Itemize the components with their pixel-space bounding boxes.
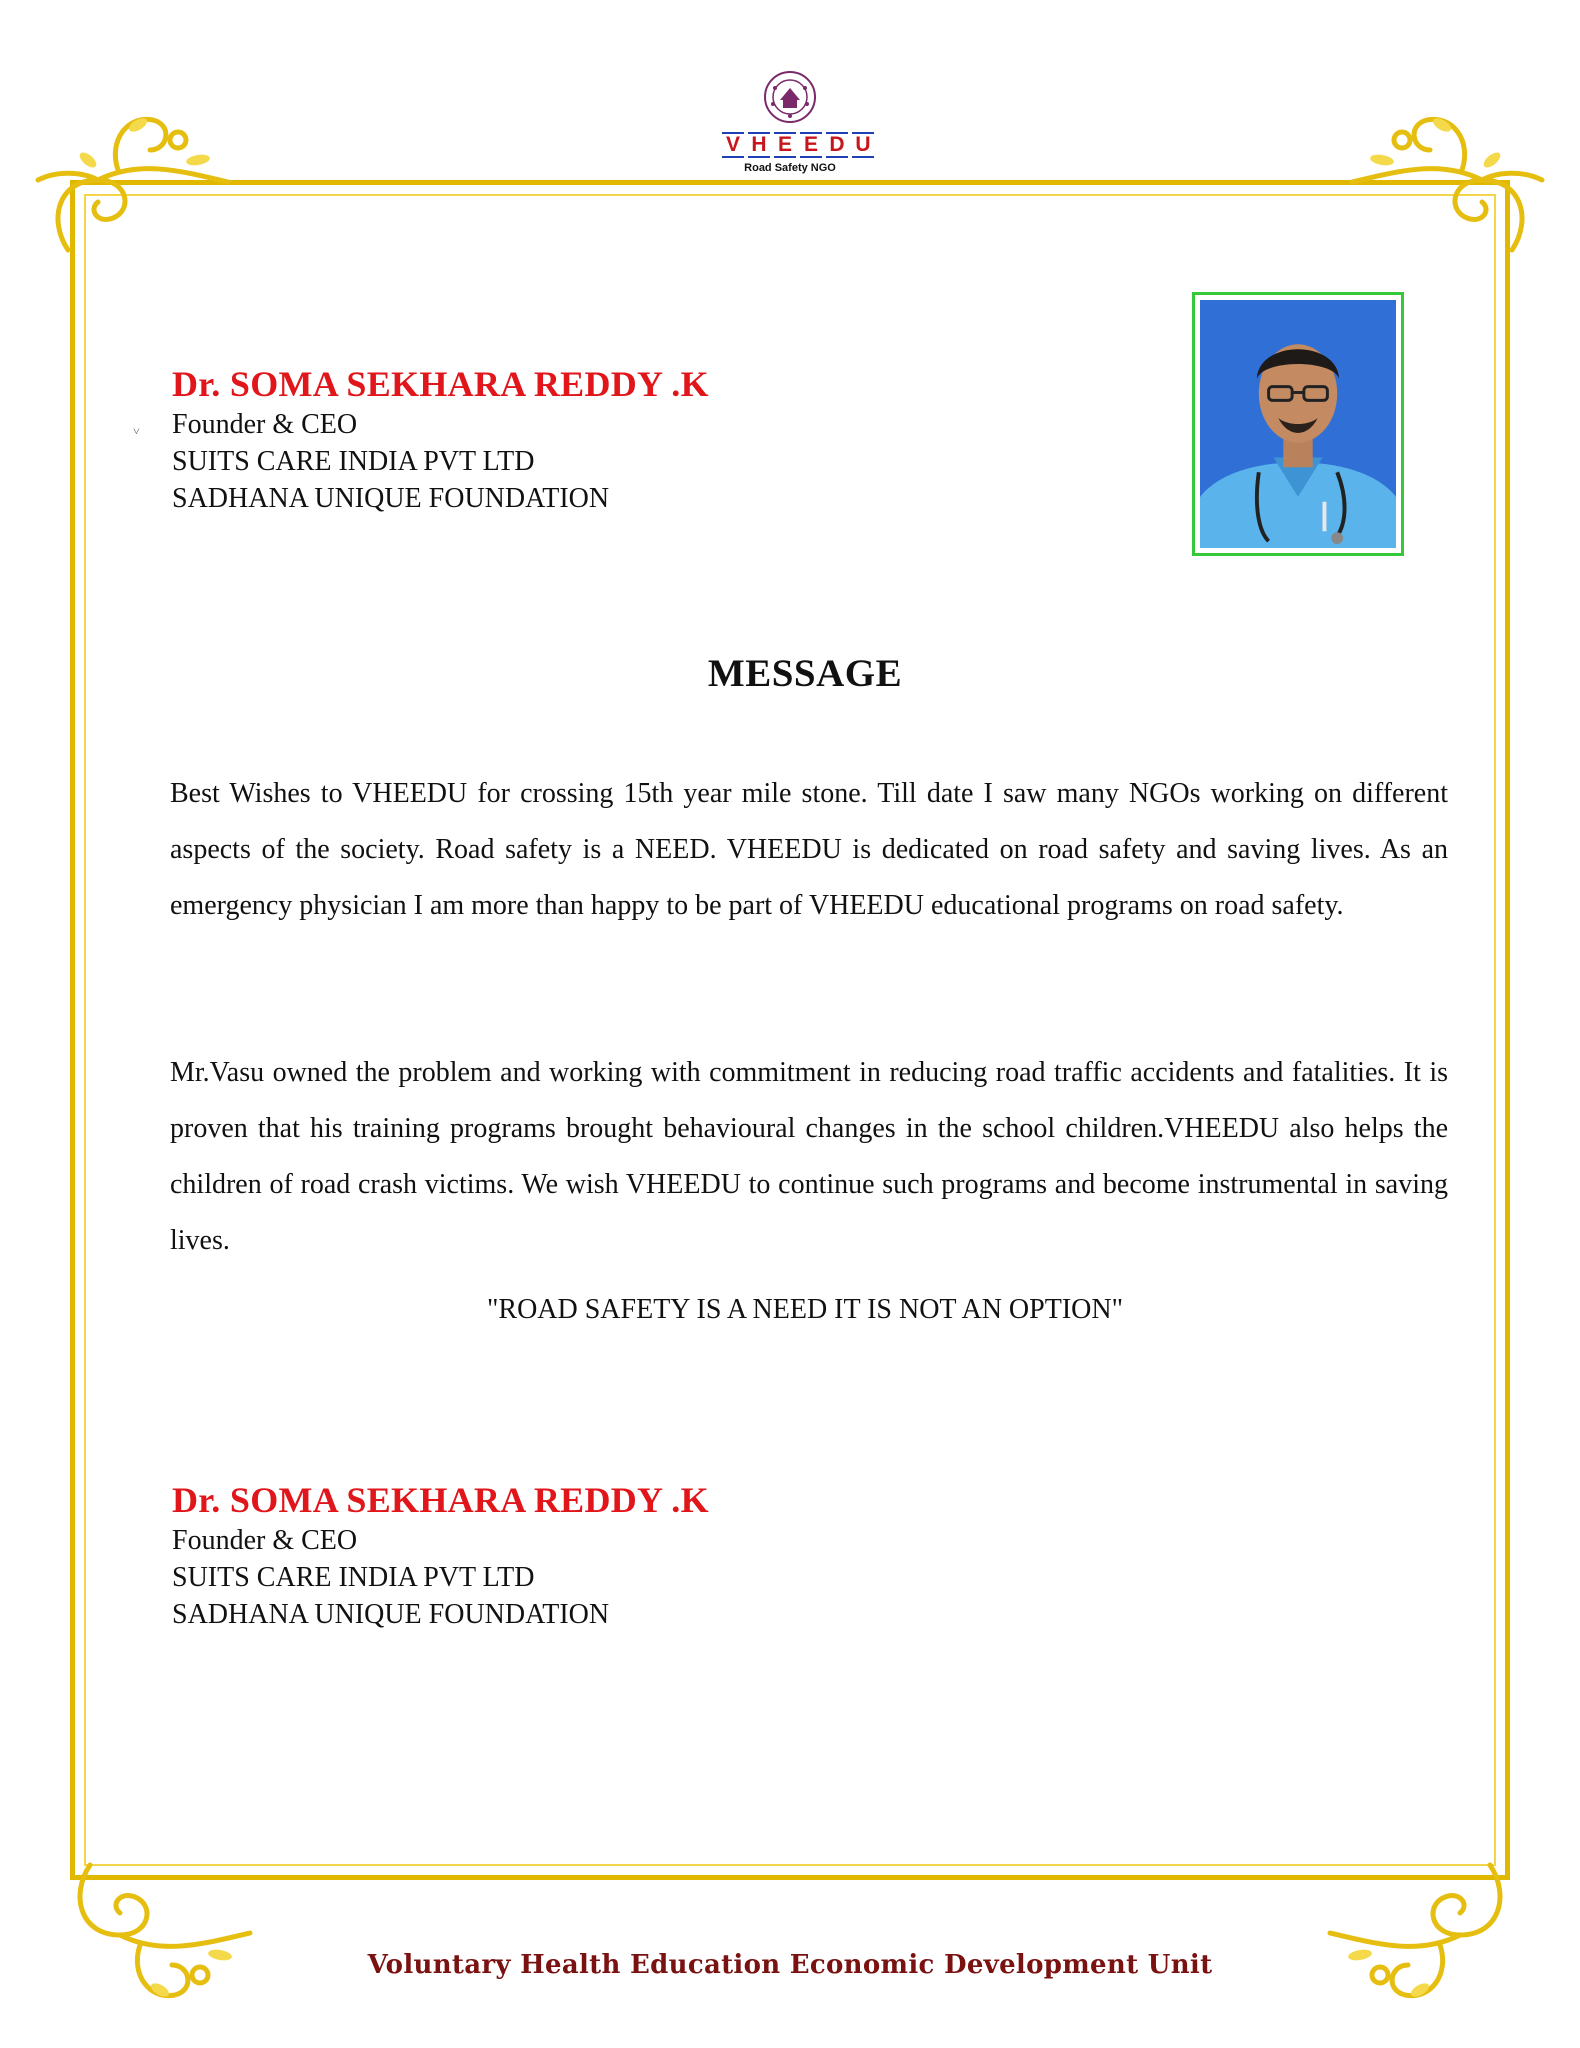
logo-letter: H xyxy=(746,130,772,160)
author-org-2: SADHANA UNIQUE FOUNDATION xyxy=(172,483,610,514)
signature-org-2: SADHANA UNIQUE FOUNDATION xyxy=(172,1599,610,1630)
message-paragraph-1: Best Wishes to VHEEDU for crossing 15th year mile stone. Till date I saw many NGOs working on different aspects of the society. Road safety is a NEED. VHEEDU is dedicated on road safety and saving lives. As an emergency physician I am more than happy to be part of VHEEDU educational programs on road safety. xyxy=(170,778,1448,921)
message-title: MESSAGE xyxy=(707,652,903,695)
logo-tagline: Road Safety NGO xyxy=(744,162,836,174)
corner-ornament-bottom-left xyxy=(50,1855,280,2015)
corner-ornament-top-right xyxy=(1322,100,1552,260)
seal-icon xyxy=(763,70,817,124)
corner-ornament-bottom-right xyxy=(1300,1855,1530,2015)
author-role: Founder & CEO xyxy=(172,409,358,440)
signature-name: Dr. SOMA SEKHARA REDDY .K xyxy=(172,1480,709,1520)
logo-letter: V xyxy=(720,130,746,160)
signature-org-1: SUITS CARE INDIA PVT LTD xyxy=(172,1562,535,1593)
logo-letter: E xyxy=(798,130,824,160)
logo-letter: D xyxy=(824,130,850,160)
footer-text: Voluntary Health Education Economic Development Unit xyxy=(367,1950,1213,1980)
stray-mark: ˅ xyxy=(133,424,140,438)
message-quote: "ROAD SAFETY IS A NEED IT IS NOT AN OPTION" xyxy=(486,1294,1124,1325)
logo-letter: U xyxy=(850,130,876,160)
corner-ornament-top-left xyxy=(28,100,258,260)
signature-block xyxy=(172,1478,709,1633)
author-photo xyxy=(1192,292,1404,556)
vheedu-logo xyxy=(700,68,880,180)
author-org-1: SUITS CARE INDIA PVT LTD xyxy=(172,446,535,477)
signature-role: Founder & CEO xyxy=(172,1525,358,1556)
author-header xyxy=(172,362,709,517)
author-name: Dr. SOMA SEKHARA REDDY .K xyxy=(172,364,709,404)
logo-wordmark xyxy=(720,130,871,160)
logo-letter: E xyxy=(772,130,798,160)
message-paragraph-2: Mr.Vasu owned the problem and working with commitment in reducing road traffic accidents and fatalities. It is proven that his training programs brought behavioural changes in the school children.VHEEDU also helps the children of road crash victims. We wish VHEEDU to continue such programs and become instrumental in saving lives. xyxy=(170,1057,1448,1256)
